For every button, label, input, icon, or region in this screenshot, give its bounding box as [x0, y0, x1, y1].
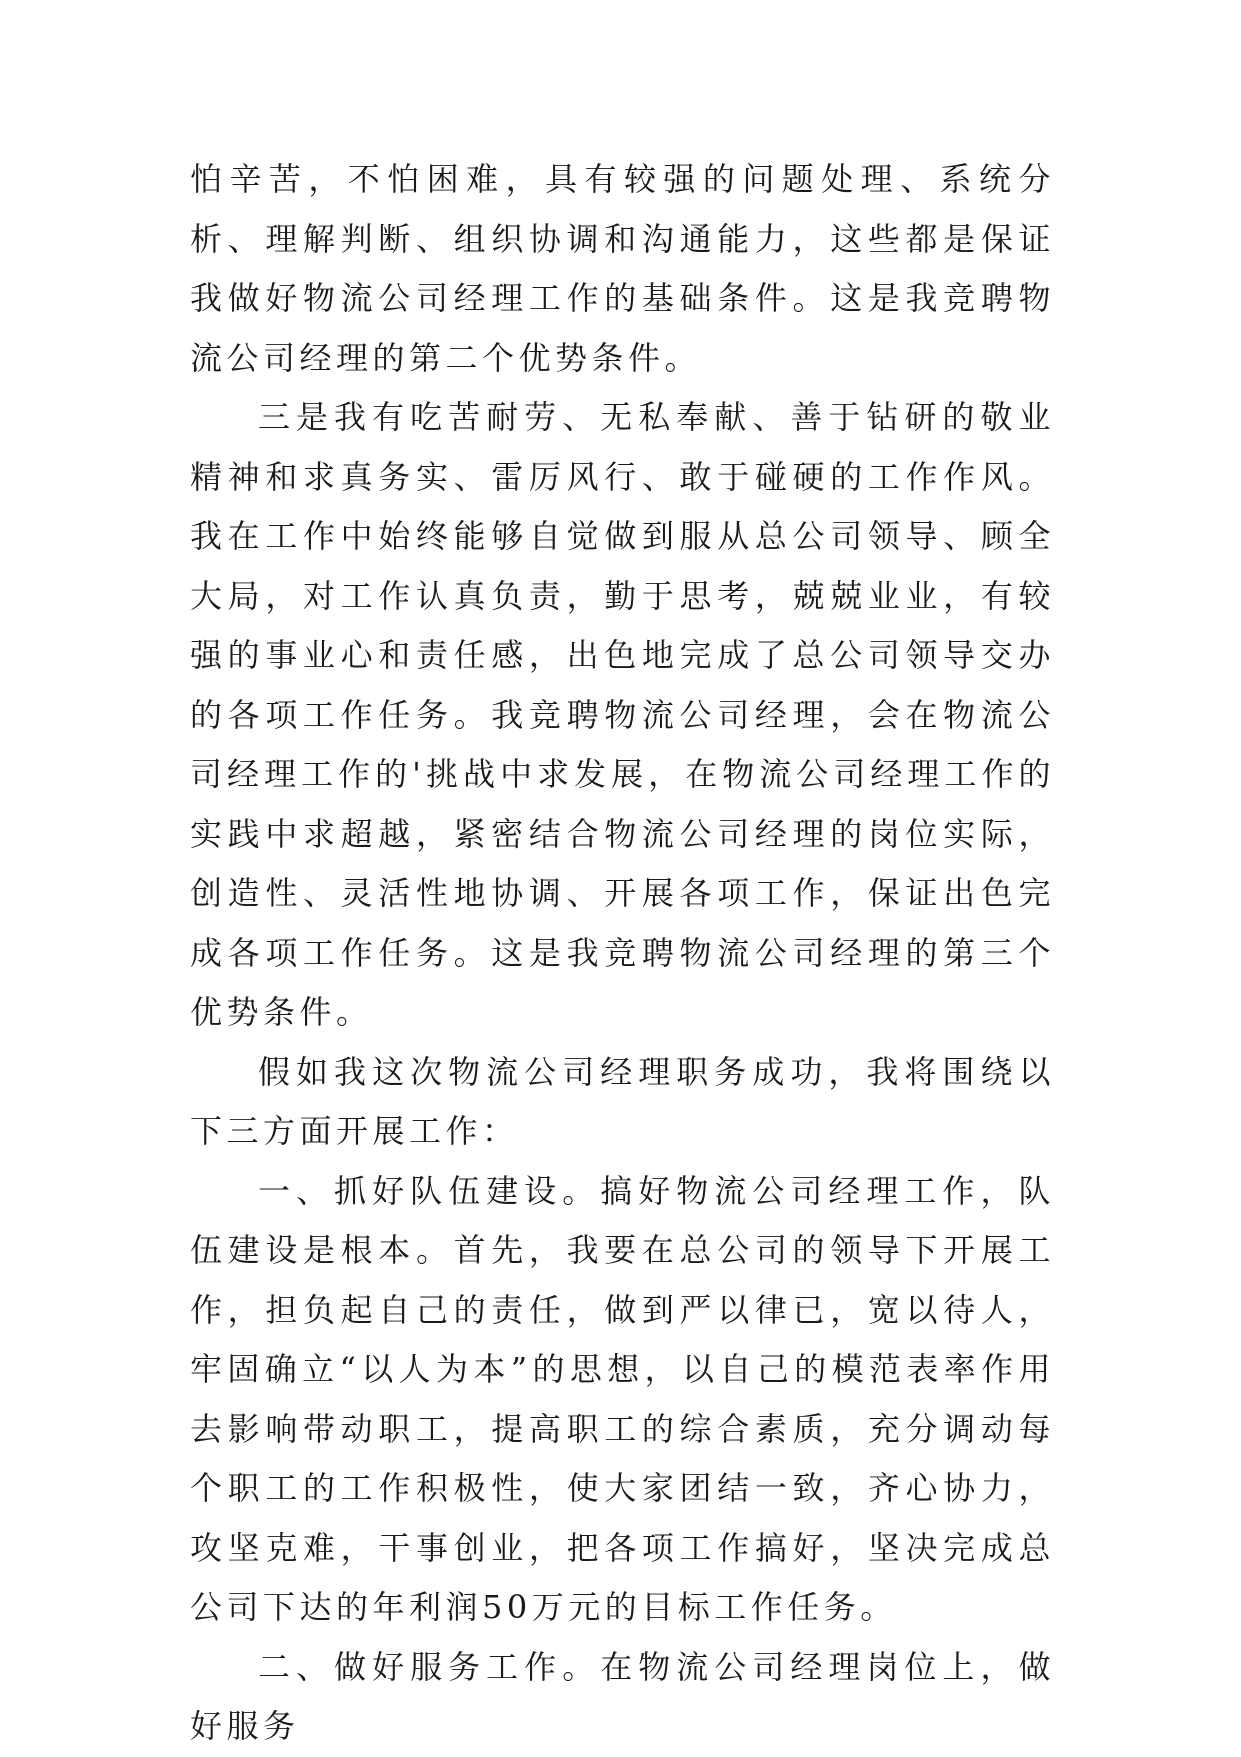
document-body — [190, 150, 1055, 1757]
paragraph-3: 假如我这次物流公司经理职务成功，我将围绕以下三方面开展工作： — [190, 1052, 1055, 1150]
paragraph-2: 三是我有吃苦耐劳、无私奉献、善于钻研的敬业精神和求真务实、雷厉风行、敢于碰硬的工作作风。我在工作中始终能够自觉做到服从总公司领导、顾全大局，对工作认真负责，勤于思考，兢兢业业，有较强的事业心和责任感，出色地完成了总公司领导交办的各项工作任务。我竞聘物流公司经理，会在物流公司经理工作的'挑战中求发展，在物流公司经理工作的实践中求超越，紧密结合物流公司经理的岗位实际，创造性、灵活性地协调、开展各项工作，保证出色完成各项工作任务。这是我竞聘物流公司经理的第三个优势条件。 — [190, 398, 1055, 1031]
paragraph-1: 怕辛苦，不怕困难，具有较强的问题处理、系统分析、理解判断、组织协调和沟通能力，这些都是保证我做好物流公司经理工作的基础条件。这是我竞聘物流公司经理的第二个优势条件。 — [190, 160, 1055, 377]
paragraph-5: 二、做好服务工作。在物流公司经理岗位上，做好服务 — [190, 1647, 1055, 1745]
paragraph-4: 一、抓好队伍建设。搞好物流公司经理工作，队伍建设是根本。首先，我要在总公司的领导下开展工作，担负起自己的责任，做到严以律已，宽以待人，牢固确立“以人为本”的思想，以自己的模范表率作用去影响带动职工，提高职工的综合素质，充分调动每个职工的工作积极性，使大家团结一致，齐心协力，攻坚克难，干事创业，把各项工作搞好，坚决完成总公司下达的年利润50万元的目标工作任务。 — [190, 1171, 1055, 1626]
